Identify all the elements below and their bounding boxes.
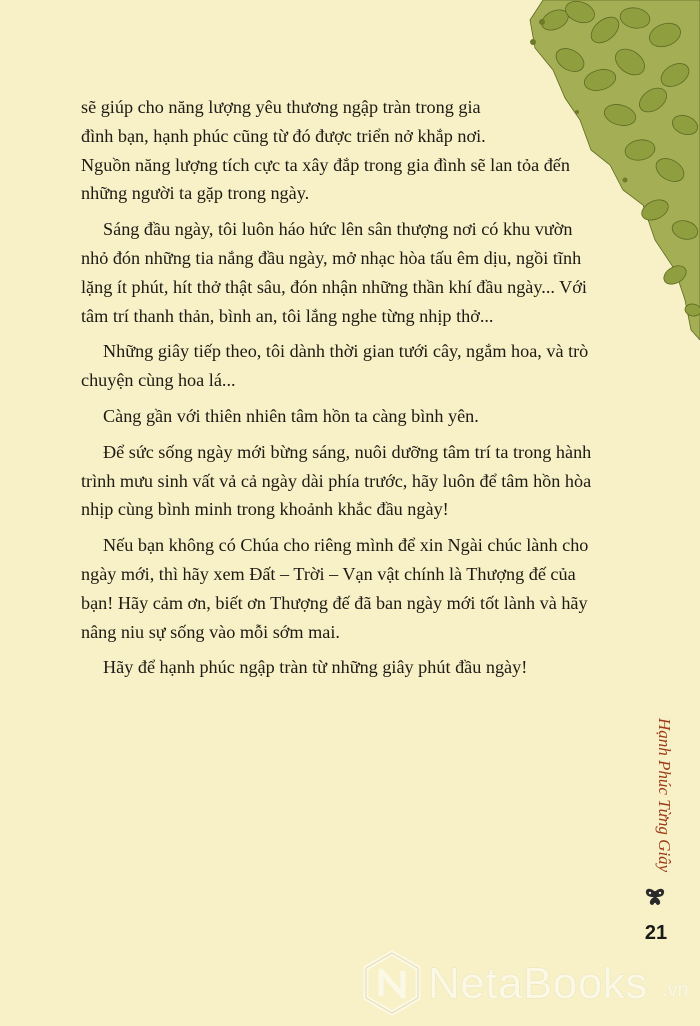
- butterfly-icon: [644, 886, 666, 908]
- text-line: Càng gần với thiên nhiên tâm hồn ta càng bình yên.: [103, 405, 479, 426]
- paragraph: [81, 337, 656, 395]
- paragraph: [81, 438, 656, 524]
- text-line: nhịp cùng bình minh trong khoảnh khắc đầu ngày!: [81, 499, 449, 520]
- text-line: Nếu bạn không có Chúa cho riêng mình để xin Ngài chúc lành cho: [103, 535, 589, 556]
- text-line: trình mưu sinh vất vả cả ngày dài phía trước, hãy luôn để tâm hồn hòa: [81, 470, 592, 491]
- text-line: Để sức sống ngày mới bừng sáng, nuôi dưỡng tâm trí ta trong hành: [103, 441, 592, 462]
- text-line: Những giây tiếp theo, tôi dành thời gian tưới cây, ngắm hoa, và trò: [103, 341, 589, 362]
- text-line: nhỏ đón những tia nắng đầu ngày, mở nhạc hòa tấu êm dịu, ngồi tĩnh: [81, 247, 582, 268]
- text-line: những người ta gặp trong ngày.: [81, 183, 310, 204]
- body-text: [81, 93, 656, 689]
- text-line: nâng niu sự sống vào mỗi sớm mai.: [81, 621, 340, 642]
- paragraph: [81, 93, 656, 208]
- paragraph: [81, 653, 656, 682]
- netabooks-logo-icon: [362, 950, 422, 1016]
- paragraph: [81, 531, 656, 646]
- watermark: [362, 950, 700, 1020]
- text-line: đình bạn, hạnh phúc cũng từ đó được triển nở khắp nơi.: [81, 125, 486, 146]
- text-line: lặng ít phút, hít thở thật sâu, đón nhận những thần khí đầu ngày... Với: [81, 276, 587, 297]
- text-line: sẽ giúp cho năng lượng yêu thương ngập tràn trong gia: [81, 97, 481, 117]
- watermark-brand: NetaBooks: [428, 959, 648, 1008]
- running-title: Hạnh Phúc Từng Giây: [655, 717, 674, 873]
- text-line: Hãy để hạnh phúc ngập tràn từ những giây phút đầu ngày!: [103, 657, 528, 678]
- text-line: chuyện cùng hoa lá...: [81, 370, 236, 391]
- paragraph: [81, 215, 656, 330]
- text-line: bạn! Hãy cảm ơn, biết ơn Thượng đế đã ban ngày mới tốt lành và hãy: [81, 592, 588, 613]
- text-line: Sáng đầu ngày, tôi luôn háo hức lên sân thượng nơi có khu vườn: [103, 219, 573, 240]
- watermark-suffix: .vn: [662, 979, 689, 1001]
- text-line: Nguồn năng lượng tích cực ta xây đắp trong gia đình sẽ lan tỏa đến: [81, 154, 570, 175]
- paragraph: [81, 402, 656, 431]
- page-number: 21: [644, 922, 668, 944]
- text-line: ngày mới, thì hãy xem Đất – Trời – Vạn vật chính là Thượng đế của: [81, 563, 576, 584]
- text-line: tâm trí thanh thản, bình an, tôi lắng nghe từng nhịp thở...: [81, 305, 494, 326]
